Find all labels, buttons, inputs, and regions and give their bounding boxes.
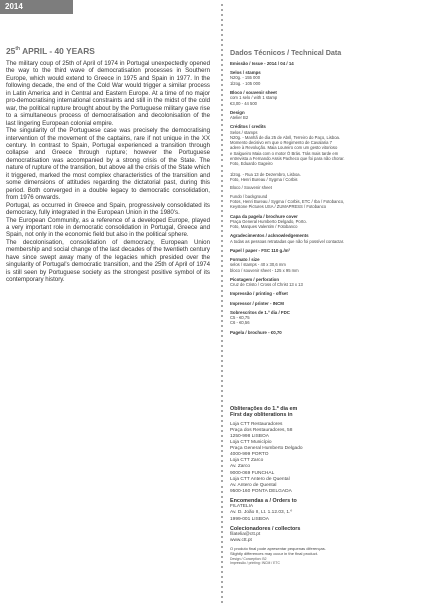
technical-data-label: Picotagem / perforation (230, 276, 280, 282)
technical-data-label: Formato / size (230, 257, 260, 263)
divider-dot (221, 330, 223, 332)
divider-dot (221, 566, 223, 568)
divider-dot (221, 89, 223, 91)
divider-dot (221, 546, 223, 548)
divider-dot (221, 154, 223, 156)
technical-data-list (230, 61, 415, 338)
divider-dot (221, 571, 223, 573)
divider-dot (221, 445, 223, 447)
divider-dot (221, 129, 223, 131)
technical-data-label: Impressão / printing - offset (230, 291, 288, 297)
technical-data-label: Selos / stamps (230, 70, 261, 76)
divider-dot (221, 556, 223, 558)
divider-dot (221, 335, 223, 337)
divider-dot (221, 491, 223, 493)
obliteration-entry: Loja CTT Antero de Quental Av. Antero de Quental 9500-160 PONTA DELGADA (230, 476, 292, 494)
divider-dot (221, 370, 223, 372)
divider-dot (221, 496, 223, 498)
technical-data-item (230, 310, 415, 329)
technical-data-item (230, 70, 415, 89)
divider-dot (221, 99, 223, 101)
divider-dot (221, 170, 223, 172)
divider-dot (221, 315, 223, 317)
divider-dot (221, 4, 223, 6)
divider-dot (221, 220, 223, 222)
divider-dot (221, 551, 223, 553)
divider-dot (221, 230, 223, 232)
divider-dot (221, 576, 223, 578)
divider-dot (221, 255, 223, 257)
divider-dot (221, 455, 223, 457)
technical-data-item (230, 61, 415, 69)
year-tab: 2014 (0, 0, 73, 14)
divider-dot (221, 380, 223, 382)
divider-dot (221, 114, 223, 116)
article-paragraph-4: The European Community, as a reference of a developed Europe, played a very important role in democratic consolidation in Portugal, Greece and Spain, not only in the economic field but also in the political sphere. (6, 216, 210, 239)
divider-dot (221, 205, 223, 207)
divider-dot (221, 395, 223, 397)
divider-dot (221, 350, 223, 352)
divider-dot (221, 200, 223, 202)
first-day-obliterations (230, 406, 415, 565)
divider-dot (221, 149, 223, 151)
divider-dot (221, 410, 223, 412)
divider-dot (221, 435, 223, 437)
divider-dot (221, 385, 223, 387)
divider-dot (221, 415, 223, 417)
article-title: 25th APRIL - 40 YEARS (6, 46, 95, 56)
divider-dot (221, 295, 223, 297)
divider-dot (221, 586, 223, 588)
divider-dot (221, 235, 223, 237)
divider-dot (221, 19, 223, 21)
divider-dot (221, 139, 223, 141)
divider-dot (221, 390, 223, 392)
divider-dot (221, 59, 223, 61)
dotted-divider (218, 4, 226, 604)
technical-data-item (230, 214, 415, 233)
technical-data-value: N20g. - 155 000 1l2og. - 105 000 (230, 75, 261, 86)
divider-dot (221, 475, 223, 477)
technical-data-item (230, 248, 415, 256)
technical-data-item (230, 185, 415, 193)
divider-dot (221, 175, 223, 177)
divider-dot (221, 275, 223, 277)
technical-data-item (230, 233, 415, 247)
divider-dot (221, 531, 223, 533)
product-note-pt: O produto final pode apresentar pequenas diferenças. (230, 546, 326, 552)
technical-data-value: selos / stamps - 40 x 30,6 mm bloco / souvenir sheet - 125 x 95 mm (230, 262, 299, 273)
divider-dot (221, 14, 223, 16)
divider-dot (221, 465, 223, 467)
divider-dot (221, 345, 223, 347)
divider-dot (221, 250, 223, 252)
technical-data-value: com 1 selo / with 1 stamp €3,00 - 44 500 (230, 95, 278, 106)
orders-address: FILATELIA Av. D. João II, Lt. 1.12.03, 1.º 1999-001 LISBOA (230, 504, 293, 522)
divider-dot (221, 601, 223, 603)
divider-dot (221, 69, 223, 71)
technical-data-item (230, 194, 415, 213)
divider-dot (221, 486, 223, 488)
divider-dot (221, 79, 223, 81)
obliteration-entry: Loja CTT Município Praça General Humberto Delgado 4000-999 PORTO (230, 440, 303, 458)
divider-dot (221, 450, 223, 452)
divider-dot (221, 54, 223, 56)
technical-data-label: Créditos / credits (230, 124, 266, 130)
technical-data-item (230, 90, 415, 109)
divider-dot (221, 425, 223, 427)
divider-dot (221, 526, 223, 528)
collectors-label: Colecionadores / collectors (230, 525, 301, 532)
divider-dot (221, 29, 223, 31)
main-article (6, 46, 210, 284)
divider-dot (221, 84, 223, 86)
divider-dot (221, 165, 223, 167)
technical-data-item (230, 301, 415, 309)
divider-dot (221, 561, 223, 563)
divider-dot (221, 460, 223, 462)
orders-label: Encomendas a / Orders to (230, 497, 297, 504)
divider-dot (221, 310, 223, 312)
divider-dot (221, 420, 223, 422)
divider-dot (221, 320, 223, 322)
divider-dot (221, 300, 223, 302)
technical-data-item (230, 277, 415, 291)
divider-dot (221, 109, 223, 111)
divider-dot (221, 119, 223, 121)
divider-dot (221, 124, 223, 126)
design-credit: Design / Conception: B2 (230, 556, 267, 561)
technical-data-label: Pagela / brochure - €0,70 (230, 329, 282, 335)
divider-dot (221, 24, 223, 26)
divider-dot (221, 290, 223, 292)
divider-dot (221, 591, 223, 593)
technical-data-value: C5 - €0,75 C6 - €0,56 (230, 315, 250, 326)
divider-dot (221, 180, 223, 182)
divider-dot (221, 360, 223, 362)
technical-data-label: Emissão / Issue - 2014 / 04 / 14 (230, 61, 294, 66)
divider-dot (221, 104, 223, 106)
technical-data-label: Impressor / printer - INCM (230, 300, 284, 306)
divider-dot (221, 210, 223, 212)
technical-data-label: Papel / paper - FSC 110 g./m² (230, 247, 291, 253)
divider-dot (221, 159, 223, 161)
divider-dot (221, 185, 223, 187)
divider-dot (221, 245, 223, 247)
divider-dot (221, 134, 223, 136)
divider-dot (221, 74, 223, 76)
divider-dot (221, 511, 223, 513)
technical-data-value: Cruz de Cristo / Cross of Christ 13 x 13 (230, 282, 303, 288)
divider-dot (221, 305, 223, 307)
technical-data-item (230, 124, 415, 185)
collectors-contact: filatelia@ctt.pt www.ctt.pt (230, 532, 261, 544)
divider-dot (221, 64, 223, 66)
divider-dot (221, 480, 223, 482)
divider-dot (221, 365, 223, 367)
divider-dot (221, 375, 223, 377)
divider-dot (221, 340, 223, 342)
technical-data-value: A todas as pessoas retratadas que não foi possível contactar. (230, 238, 345, 244)
article-paragraph-1: The military coup of 25th of April of 1974 in Portugal unexpectedly opened the way to the third wave of democratisation processes in Southern Europe, which would extend to Greece in 1975 and Spain in 1977. In the following decade, the end of the Cold War would trigger a similar process in Latin America and in Central and Eastern Europe. At a time of no major pro-democratising international constraints and still in the midst of the cold war, the political rupture brought about by the Portuguese military gave rise to a simultaneous process of democratisation and decolonisation of the last lingering European colonial empire. (6, 60, 210, 127)
divider-dot (221, 541, 223, 543)
technical-data-value: Fundo / background Fotos, Henri Bureau / Sygma / Corbis, ETC / rba / Fotobanco, Keystone Pictures USA / ZUMAPRESS / Fotobanco (230, 193, 345, 210)
technical-data-label: Capa da pagela / brochure cover (230, 213, 298, 219)
divider-dot (221, 280, 223, 282)
technical-data-label: Sobrescritos de 1.º dia / FDC (230, 309, 290, 315)
product-note-en: Slightly differences may occur in the final product. (230, 551, 318, 557)
article-paragraph-2: The singularity of the Portuguese case was precisely the democratising intervention of the movement of the captains, rare if not unique in the XX century. In contrast to Spain, Portugal experienced a transition through collapse and Greece through rupture; however the Portuguese democratisation was accompanied by a strong crisis of the State. The nature of rupture of the transition, but above all the crisis of the State which it triggered, marked the most complex characteristics of the transition and some dimensions of attitudes regarding the dictatorial past, during this period. Both converged in a double legacy to democratic consolidation, from 1976 onwards. (6, 127, 210, 202)
divider-dot (221, 215, 223, 217)
divider-dot (221, 536, 223, 538)
divider-dot (221, 516, 223, 518)
technical-data-item (230, 291, 415, 299)
divider-dot (221, 49, 223, 51)
divider-dot (221, 240, 223, 242)
printing-credit: Impressão / printing: INCM / ETC (230, 561, 280, 566)
technical-data-heading: Dados Técnicos / Technical Data (230, 48, 342, 57)
divider-dot (221, 355, 223, 357)
technical-data-value: Atelier B2 (230, 115, 249, 120)
divider-dot (221, 470, 223, 472)
divider-dot (221, 581, 223, 583)
divider-dot (221, 94, 223, 96)
divider-dot (221, 44, 223, 46)
divider-dot (221, 270, 223, 272)
technical-data (230, 48, 415, 338)
article-paragraph-5: The decolonisation, consolidation of democracy, European Union membership and social change of the last decades of the twentieth century have since swept away many of the legacies which presided over the singularity of Portugal's democratic transition, and the 25th of April of 1974 is still seen by Portuguese society as the strongest positive symbol of its contemporary history. (6, 238, 210, 284)
divider-dot (221, 400, 223, 402)
technical-data-value: Bloco / Souvenir sheet (230, 185, 272, 191)
technical-data-value: Selos / stamps N20g. - Manhã de dia 25 de Abril, Terreiro do Paço, Lisboa. Momento decisivo em que o Regimento de Cavalaria 7 adere à Revolução. Maia Loureiro com um gesto vitorioso e Salgueiro Maia com o motor Ó Brás. Trás mais tarde em entrevista a Fernando Assis Pacheco que foi para não chorar. Foto, Eduardo Gageiro 1l2og. - Rua 13 de Dezembro, Lisboa. Foto, Henri Bureau / Sygma / Corbis (230, 129, 345, 183)
divider-dot (221, 190, 223, 192)
divider-dot (221, 440, 223, 442)
divider-dot (221, 39, 223, 41)
technical-data-item (230, 330, 415, 338)
divider-dot (221, 34, 223, 36)
divider-dot (221, 144, 223, 146)
obliteration-entry: Loja CTT Zarco Av. Zarco 9000-069 FUNCHAL (230, 458, 275, 476)
divider-dot (221, 195, 223, 197)
technical-data-item (230, 257, 415, 276)
divider-dot (221, 405, 223, 407)
divider-dot (221, 285, 223, 287)
technical-data-label: Bloco / souvenir sheet (230, 90, 277, 95)
divider-dot (221, 9, 223, 11)
technical-data-label: Design (230, 109, 245, 115)
divider-dot (221, 506, 223, 508)
technical-data-value: Praça General Humberto Delgado, Porto. Foto, Marques Valentim / Fotobanco (230, 218, 307, 230)
divider-dot (221, 265, 223, 267)
article-paragraph-3: Portugal, as occurred in Greece and Spain, progressively consolidated its democracy, fully integrated in the European Union in the 1980's. (6, 201, 210, 217)
divider-dot (221, 430, 223, 432)
technical-data-item (230, 110, 415, 124)
divider-dot (221, 325, 223, 327)
divider-dot (221, 225, 223, 227)
divider-dot (221, 260, 223, 262)
obliteration-entry: Loja CTT Restauradores Praça dos Restauradores, 58 1250-998 LISBOA (230, 421, 293, 439)
divider-dot (221, 521, 223, 523)
obliterations-heading: Obliterações do 1.º dia em First day obliterations in (230, 406, 298, 419)
divider-dot (221, 596, 223, 598)
technical-data-label: Agradecimentos / acknowledgements (230, 233, 309, 239)
divider-dot (221, 501, 223, 503)
